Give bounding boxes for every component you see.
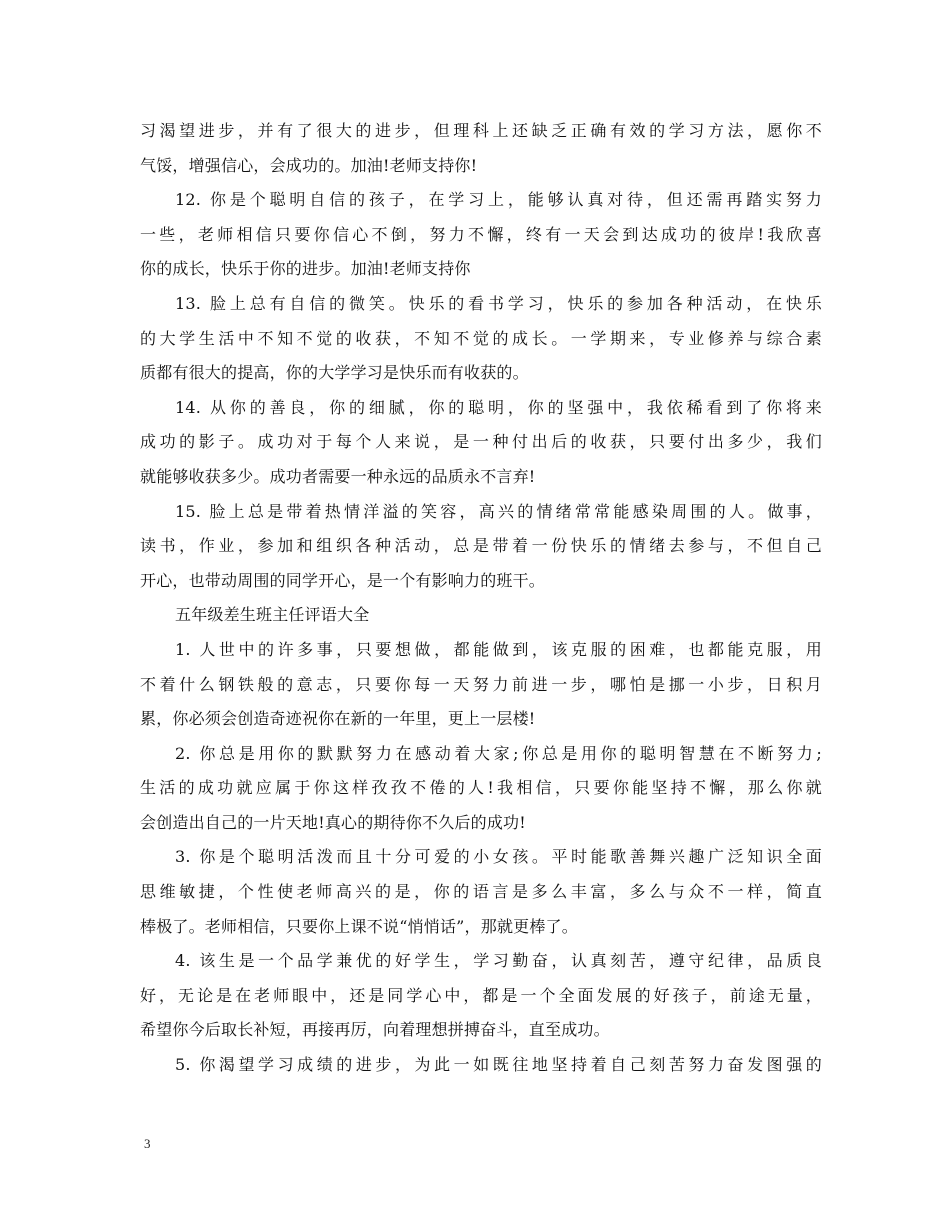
paragraph [140, 114, 822, 183]
text-line: 棒极了。老师相信，只要你上课不说“悄悄话”，那就更棒了。 [140, 916, 578, 936]
paragraph [140, 391, 822, 495]
text-line: 累，你必须会创造奇迹祝你在新的一年里，更上一层楼! [140, 709, 536, 729]
text-line: 读书，作业，参加和组织各种活动，总是带着一份快乐的情绪去参与，不但自己 [140, 536, 822, 556]
text-line: 13. 脸上总有自信的微笑。快乐的看书学习，快乐的参加各种活动，在快乐 [175, 293, 822, 313]
text-line: 4. 该生是一个品学兼优的好学生，学习勤奋，认真刻苦，遵守纪律，品质良 [175, 951, 822, 971]
text-line: 12. 你是个聪明自信的孩子，在学习上，能够认真对待，但还需再踏实努力 [175, 190, 822, 210]
paragraph [140, 1048, 822, 1083]
text-line: 15. 脸上总是带着热情洋溢的笑容，高兴的情绪常常能感染周围的人。做事， [175, 501, 822, 521]
text-line: 你的成长，快乐于你的进步。加油!老师支持你 [140, 259, 471, 279]
text-line: 好，无论是在老师眼中，还是同学心中，都是一个全面发展的好孩子，前途无量， [140, 985, 822, 1005]
paragraph [140, 495, 822, 599]
text-line: 1. 人世中的许多事，只要想做，都能做到，该克服的困难，也都能克服，用 [175, 639, 822, 659]
paragraph [140, 737, 822, 841]
text-line: 气馁，增强信心，会成功的。加油!老师支持你! [140, 155, 478, 175]
text-line: 一些，老师相信只要你信心不倒，努力不懈，终有一天会到达成功的彼岸!我欣喜 [140, 224, 822, 244]
text-line: 成功的影子。成功对于每个人来说，是一种付出后的收获，只要付出多少，我们 [140, 432, 822, 452]
text-line: 希望你今后取长补短，再接再厉，向着理想拼搏奋斗，直至成功。 [140, 1020, 610, 1040]
text-line: 会创造出自己的一片天地!真心的期待你不久后的成功! [140, 812, 526, 832]
text-line: 不着什么钢铁般的意志，只要你每一天努力前进一步，哪怕是挪一小步，日积月 [140, 674, 822, 694]
text-line: 就能够收获多少。成功者需要一种永远的品质永不言弃! [140, 466, 536, 486]
paragraph [140, 287, 822, 391]
section-heading [140, 598, 822, 633]
page-number: 3 [144, 1136, 151, 1151]
text-line: 五年级差生班主任评语大全 [175, 605, 370, 625]
paragraph [140, 944, 822, 1048]
paragraph [140, 840, 822, 944]
text-line: 3. 你是个聪明活泼而且十分可爱的小女孩。平时能歌善舞兴趣广泛知识全面 [175, 847, 822, 867]
text-line: 思维敏捷，个性使老师高兴的是，你的语言是多么丰富，多么与众不一样，简直 [140, 882, 822, 902]
text-line: 开心，也带动周围的同学开心，是一个有影响力的班干。 [140, 570, 546, 590]
text-line: 的大学生活中不知不觉的收获，不知不觉的成长。一学期来，专业修养与综合素 [140, 328, 822, 348]
text-line: 生活的成功就应属于你这样孜孜不倦的人!我相信，只要你能坚持不懈，那么你就 [140, 778, 822, 798]
text-line: 质都有很大的提高，你的大学学习是快乐而有收获的。 [140, 363, 529, 383]
text-line: 5. 你渴望学习成绩的进步，为此一如既往地坚持着自己刻苦努力奋发图强的 [175, 1055, 822, 1075]
text-line: 习渴望进步，并有了很大的进步，但理科上还缺乏正确有效的学习方法，愿你不 [140, 121, 822, 140]
paragraph [140, 183, 822, 287]
document-body [140, 114, 822, 1083]
text-line: 2. 你总是用你的默默努力在感动着大家;你总是用你的聪明智慧在不断努力; [175, 743, 822, 763]
paragraph [140, 633, 822, 737]
text-line: 14. 从你的善良，你的细腻，你的聪明，你的坚强中，我依稀看到了你将来 [175, 397, 822, 417]
